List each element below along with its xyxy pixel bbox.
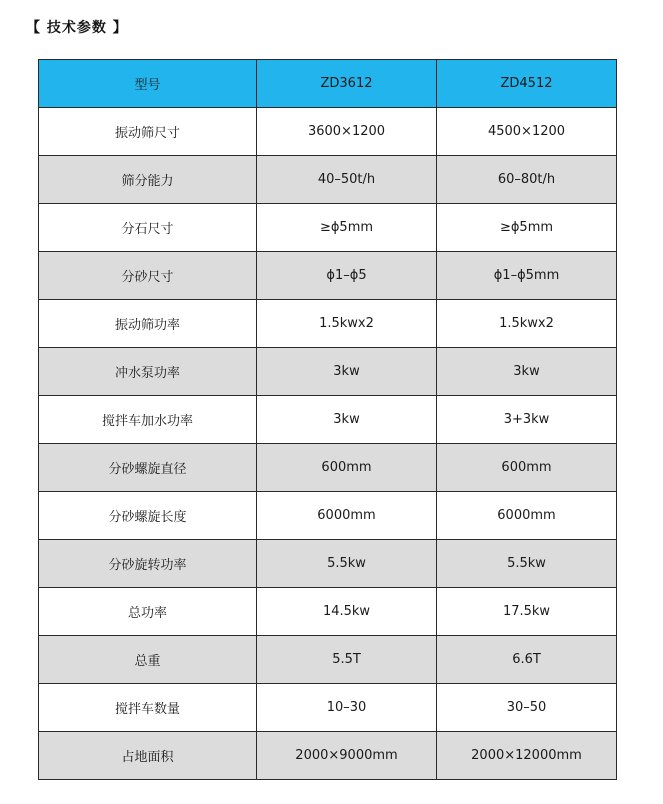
spec-table xyxy=(38,59,617,780)
table-row xyxy=(39,108,617,156)
table-row xyxy=(39,540,617,588)
row-label: 总功率 xyxy=(39,588,257,636)
row-label: 分砂旋转功率 xyxy=(39,540,257,588)
cell-zd3612: 6000mm xyxy=(257,492,437,540)
table-row xyxy=(39,204,617,252)
cell-zd4512: 17.5kw xyxy=(437,588,617,636)
section-title: 【 技术参数 】 xyxy=(26,20,128,36)
table-body xyxy=(39,108,617,780)
table-row xyxy=(39,300,617,348)
cell-zd4512: 4500×1200 xyxy=(437,108,617,156)
cell-zd4512: 3kw xyxy=(437,348,617,396)
table-header-row xyxy=(39,60,617,108)
cell-zd3612: 14.5kw xyxy=(257,588,437,636)
cell-zd4512: 5.5kw xyxy=(437,540,617,588)
row-label: 总重 xyxy=(39,636,257,684)
header-model: 型号 xyxy=(39,60,257,108)
cell-zd4512: 30–50 xyxy=(437,684,617,732)
table-row xyxy=(39,156,617,204)
row-label: 振动筛尺寸 xyxy=(39,108,257,156)
row-label: 分石尺寸 xyxy=(39,204,257,252)
cell-zd4512: ≥ϕ5mm xyxy=(437,204,617,252)
cell-zd3612: 10–30 xyxy=(257,684,437,732)
cell-zd4512: 2000×12000mm xyxy=(437,732,617,780)
table-row xyxy=(39,348,617,396)
cell-zd3612: 600mm xyxy=(257,444,437,492)
cell-zd3612: 3600×1200 xyxy=(257,108,437,156)
header-zd4512: ZD4512 xyxy=(437,60,617,108)
cell-zd3612: 3kw xyxy=(257,396,437,444)
table-row xyxy=(39,396,617,444)
cell-zd4512: 1.5kwx2 xyxy=(437,300,617,348)
row-label: 振动筛功率 xyxy=(39,300,257,348)
cell-zd3612: 5.5kw xyxy=(257,540,437,588)
cell-zd4512: 3+3kw xyxy=(437,396,617,444)
cell-zd4512: 6.6T xyxy=(437,636,617,684)
cell-zd3612: ≥ϕ5mm xyxy=(257,204,437,252)
table-row xyxy=(39,684,617,732)
cell-zd4512: 6000mm xyxy=(437,492,617,540)
row-label: 冲水泵功率 xyxy=(39,348,257,396)
cell-zd3612: 2000×9000mm xyxy=(257,732,437,780)
cell-zd3612: ϕ1–ϕ5 xyxy=(257,252,437,300)
row-label: 分砂尺寸 xyxy=(39,252,257,300)
cell-zd3612: 1.5kwx2 xyxy=(257,300,437,348)
row-label: 分砂螺旋长度 xyxy=(39,492,257,540)
table-row xyxy=(39,636,617,684)
row-label: 分砂螺旋直径 xyxy=(39,444,257,492)
row-label: 搅拌车加水功率 xyxy=(39,396,257,444)
header-zd3612: ZD3612 xyxy=(257,60,437,108)
row-label: 占地面积 xyxy=(39,732,257,780)
table-row xyxy=(39,252,617,300)
cell-zd3612: 3kw xyxy=(257,348,437,396)
table-row xyxy=(39,444,617,492)
table-row xyxy=(39,492,617,540)
cell-zd4512: 60–80t/h xyxy=(437,156,617,204)
table-row xyxy=(39,588,617,636)
cell-zd3612: 40–50t/h xyxy=(257,156,437,204)
row-label: 搅拌车数量 xyxy=(39,684,257,732)
cell-zd4512: ϕ1–ϕ5mm xyxy=(437,252,617,300)
row-label: 筛分能力 xyxy=(39,156,257,204)
cell-zd4512: 600mm xyxy=(437,444,617,492)
table-row xyxy=(39,732,617,780)
cell-zd3612: 5.5T xyxy=(257,636,437,684)
